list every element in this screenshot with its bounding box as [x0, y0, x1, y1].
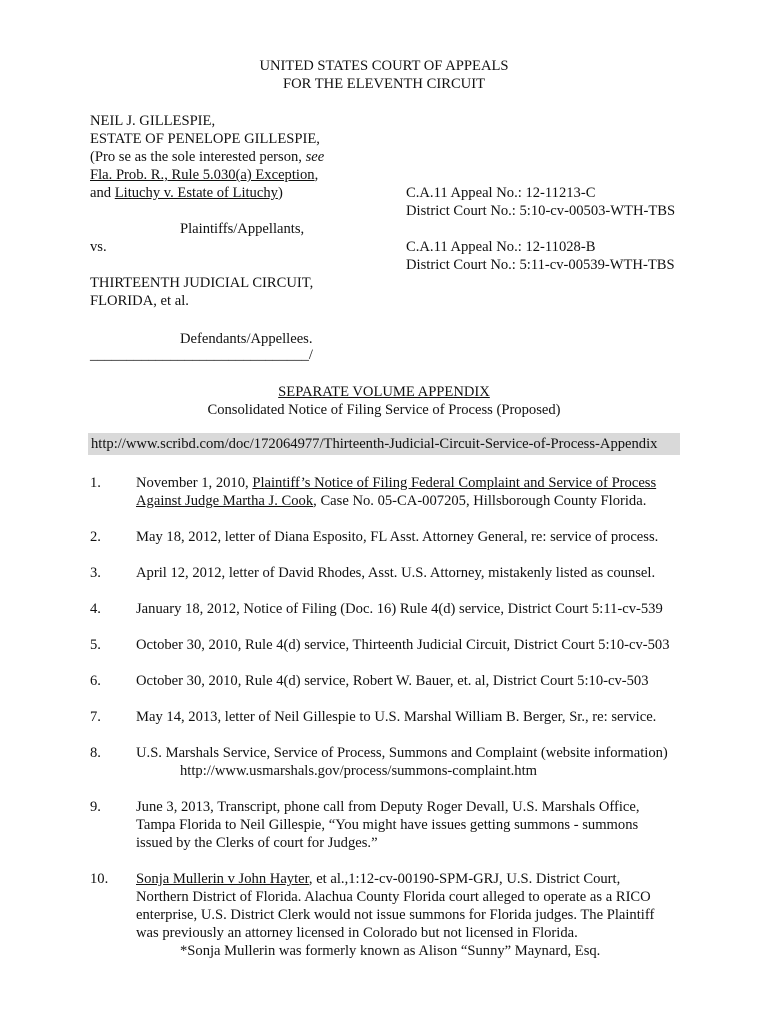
item-5-text: October 30, 2010, Rule 4(d) service, Thirteenth Judicial Circuit, District Court 5:10-cv-503 — [136, 637, 670, 653]
item-10-line3: enterprise, U.S. District Clerk would not issue summons for Florida judges. The Plaintiff — [136, 907, 655, 923]
case-citation-and: and — [90, 185, 115, 201]
item-6-text: October 30, 2010, Rule 4(d) service, Robert W. Bauer, et. al, District Court 5:10-cv-503 — [136, 673, 649, 689]
item-number-1: 1. — [90, 475, 101, 491]
item-1-link-part1[interactable]: Plaintiff’s Notice of Filing Federal Complaint and Service of Process — [252, 475, 657, 491]
item-number-2: 2. — [90, 529, 101, 545]
item-number-4: 4. — [90, 601, 101, 617]
caption-signature-line: ______________________________/ — [90, 347, 313, 363]
item-10-line1-suffix: , et al.,1:12-cv-00190-SPM-GRJ, U.S. District Court, — [308, 871, 621, 887]
court-name-line2: FOR THE ELEVENTH CIRCUIT — [282, 76, 485, 92]
court-name-line1: UNITED STATES COURT OF APPEALS — [259, 58, 509, 74]
item-9-line3: issued by the Clerks of court for Judges.” — [136, 835, 378, 851]
case-citation: Lituchy v. Estate of Lituchy — [114, 185, 278, 201]
item-7-text: May 14, 2013, letter of Neil Gillespie to U.S. Marshal William B. Berger, Sr., re: service. — [136, 709, 657, 725]
item-8-line1: U.S. Marshals Service, Service of Process, Summons and Complaint (website information) — [136, 745, 668, 761]
pro-se-prefix: (Pro se as the sole interested person, — [90, 149, 306, 165]
document-title — [0, 383, 768, 401]
versus: vs. — [90, 239, 107, 255]
rule-citation: Fla. Prob. R., Rule 5.030(a) Exception — [90, 167, 315, 183]
item-number-7: 7. — [90, 709, 101, 725]
item-1-date: November 1, 2010, — [136, 475, 253, 491]
item-1-link-part2[interactable]: Against Judge Martha J. Cook — [136, 493, 314, 509]
plaintiffs-role: Plaintiffs/Appellants, — [180, 221, 305, 237]
item-1-suffix: , Case No. 05-CA-007205, Hillsborough County Florida. — [313, 493, 647, 509]
appeal-number-1: C.A.11 Appeal No.: 12-11213-C — [406, 185, 596, 201]
item-9-line2: Tampa Florida to Neil Gillespie, “You might have issues getting summons - summons — [136, 817, 639, 833]
case-citation-line — [90, 184, 283, 202]
district-number-2: District Court No.: 5:11-cv-00539-WTH-TBS — [406, 257, 675, 273]
defendant-line1: THIRTEENTH JUDICIAL CIRCUIT, — [90, 275, 314, 291]
item-number-8: 8. — [90, 745, 101, 761]
item-1-line2 — [136, 492, 646, 510]
item-10-line4: was previously an attorney licensed in Colorado but not licensed in Florida. — [136, 925, 578, 941]
rule-citation-comma: , — [314, 167, 319, 183]
item-10-case-link[interactable]: Sonja Mullerin v John Hayter — [136, 871, 309, 887]
see-signal: see — [305, 149, 325, 165]
document-title-text: SEPARATE VOLUME APPENDIX — [278, 384, 490, 400]
district-number-1: District Court No.: 5:10-cv-00503-WTH-TBS — [406, 203, 676, 219]
item-number-10: 10. — [90, 871, 109, 887]
appeal-number-2: C.A.11 Appeal No.: 12-11028-B — [406, 239, 596, 255]
item-9-line1: June 3, 2013, Transcript, phone call from Deputy Roger Devall, U.S. Marshals Office, — [136, 799, 640, 815]
item-10-line1 — [136, 870, 620, 888]
item-1-line1 — [136, 474, 656, 492]
scribd-url[interactable]: http://www.scribd.com/doc/172064977/Thirteenth-Judicial-Circuit-Service-of-Process-Appendix — [91, 436, 658, 452]
defendant-line2: FLORIDA, et al. — [90, 293, 189, 309]
item-2-text: May 18, 2012, letter of Diana Esposito, FL Asst. Attorney General, re: service of process. — [136, 529, 659, 545]
document-subtitle: Consolidated Notice of Filing Service of Process (Proposed) — [207, 402, 561, 418]
rule-citation-line — [90, 166, 318, 184]
pro-se-note — [90, 148, 324, 166]
item-number-9: 9. — [90, 799, 101, 815]
case-citation-paren: ) — [277, 185, 283, 201]
item-8-url[interactable]: http://www.usmarshals.gov/process/summons-complaint.htm — [180, 763, 537, 779]
party-estate: ESTATE OF PENELOPE GILLESPIE, — [90, 131, 320, 147]
item-10-line2: Northern District of Florida. Alachua County Florida court alleged to operate as a RICO — [136, 889, 651, 905]
item-number-5: 5. — [90, 637, 101, 653]
defendants-role: Defendants/Appellees. — [180, 331, 313, 347]
party-plaintiff: NEIL J. GILLESPIE, — [90, 113, 216, 129]
item-4-text: January 18, 2012, Notice of Filing (Doc. 16) Rule 4(d) service, District Court 5:11-cv-539 — [136, 601, 663, 617]
item-3-text: April 12, 2012, letter of David Rhodes, Asst. U.S. Attorney, mistakenly listed as counsel. — [136, 565, 656, 581]
item-10-footnote: *Sonja Mullerin was formerly known as Alison “Sunny” Maynard, Esq. — [180, 943, 601, 959]
item-number-6: 6. — [90, 673, 101, 689]
item-number-3: 3. — [90, 565, 101, 581]
